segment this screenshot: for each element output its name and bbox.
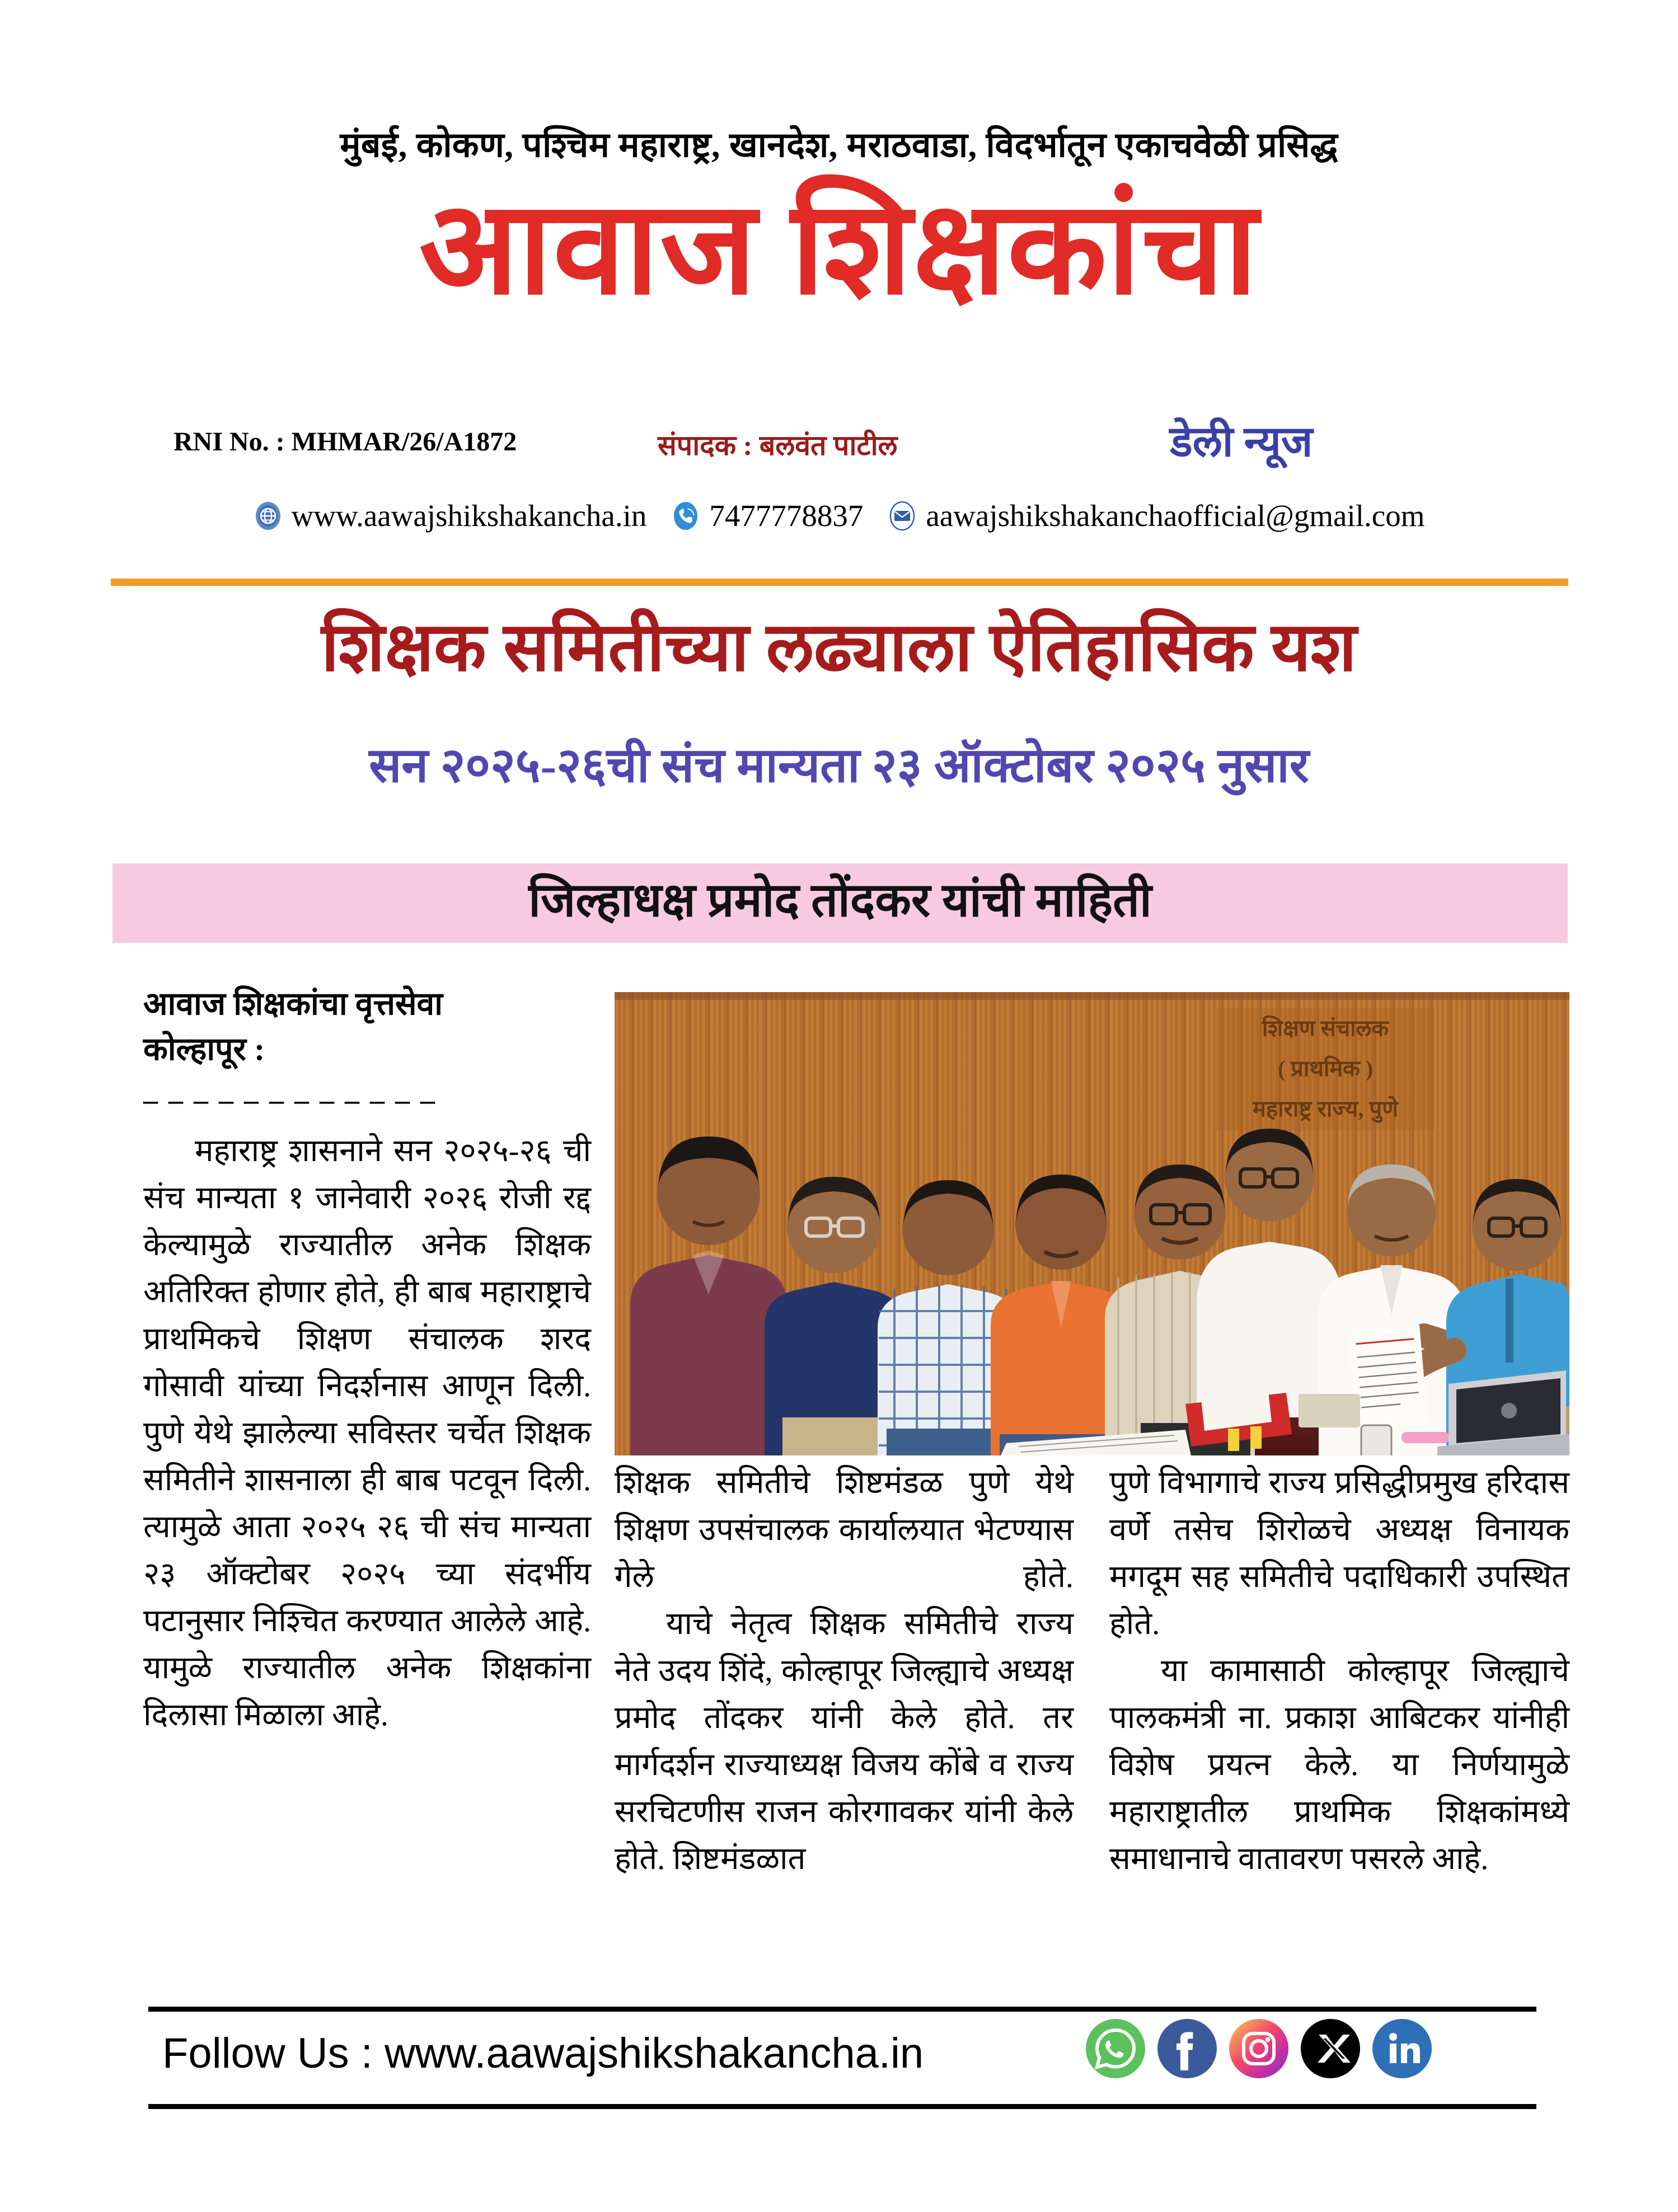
article-paragraph: याचे नेतृत्व शिक्षक समितीचे राज्य नेते उदय शिंदे, कोल्हापूर जिल्ह्याचे अध्यक्ष प्रमोद तोंदकर यांनी केले होते. तर मार्गदर्शन राज्याध्यक्ष विजय कोंबे व राज्य सरचिटणीस राजन कोरगावकर यांनी केले होते. शिष्टमंडळात: [615, 1607, 1074, 1876]
website-contact[interactable]: [254, 498, 647, 533]
byline-location: कोल्हापूर :: [143, 1031, 265, 1067]
publication-title: आवाज शिक्षकांचा: [419, 177, 1259, 321]
instagram-icon[interactable]: [1229, 2019, 1288, 2078]
social-links-row: [1086, 2019, 1432, 2078]
article-paragraph: या कामासाठी कोल्हापूर जिल्ह्याचे पालकमंत्री ना. प्रकाश आबिटकर यांनीही विशेष प्रयत्न केले. या निर्णयामुळे महाराष्ट्रातील प्राथमिक शिक्षकांमध्ये समाधानाचे वातावरण पसरले आहे.: [1109, 1654, 1569, 1876]
rni-number: RNI No. : MHMAR/26/A1872: [174, 427, 517, 457]
footer-rule-top: [148, 2007, 1536, 2012]
article-column-2: [615, 1459, 1074, 1882]
footer-rule-bottom: [148, 2104, 1536, 2109]
article-paragraph: पुणे विभागाचे राज्य प्रसिद्धीप्रमुख हरिदास वर्णे तसेच शिरोळचे अध्यक्ष विनायक मगदूम सह समितीचे पदाधिकारी उपस्थित होते.: [1109, 1466, 1569, 1641]
highlight-band: [113, 863, 1568, 943]
byline-agency: आवाज शिक्षकांचा वृत्तसेवा: [143, 987, 443, 1022]
editor-name: संपादक : बलवंत पाटील: [658, 430, 898, 461]
phone-icon: [671, 501, 700, 530]
whatsapp-icon[interactable]: [1086, 2019, 1145, 2078]
email-address: aawajshikshakanchaofficial@gmail.com: [926, 499, 1425, 533]
follow-us-text: Follow Us : www.aawajshikshakancha.in: [162, 2030, 924, 2077]
article-column-1: [143, 982, 591, 1739]
news-photo: [615, 992, 1569, 1455]
main-headline: शिक्षक समितीच्या लढ्याला ऐतिहासिक यश: [321, 610, 1357, 685]
byline-separator: – – – – – – – – – – – –: [143, 1084, 437, 1116]
svg-text:शिक्षण संचालक: शिक्षण संचालक: [1262, 1016, 1389, 1041]
byline: [143, 982, 591, 1073]
signboard: [1216, 1008, 1435, 1131]
masthead: [0, 0, 1678, 565]
article-paragraph: महाराष्ट्र शासनाने सन २०२५-२६ ची संच मान्यता १ जानेवारी २०२६ रोजी रद्द केल्यामुळे राज्यातील अनेक शिक्षक अतिरिक्त होणार होते, ही बाब महाराष्ट्राचे प्राथमिकचे शिक्षण संचालक शरद गोसावी यांच्या निदर्शनास आणून दिली. पुणे येथे झालेल्या सविस्तर चर्चेत शिक्षक समितीने शासनाला ही बाब पटवून दिली. त्यामुळे आता २०२५ २६ ची संच मान्यता २३ ऑक्टोबर २०२५ च्या संदर्भीय पटानुसार निश्चित करण्यात आलेले आहे. यामुळे राज्यातील अनेक शिक्षकांना दिलासा मिळाला आहे.: [143, 1133, 591, 1732]
website-url: www.aawajshikshakancha.in: [291, 499, 647, 533]
x-icon[interactable]: [1301, 2019, 1360, 2078]
phone-contact[interactable]: [671, 498, 863, 533]
article-paragraph: शिक्षक समितीचे शिष्टमंडळ पुणे येथे शिक्षण उपसंचालक कार्यालयात भेटण्यास गेले होते.: [615, 1466, 1074, 1594]
svg-text:महाराष्ट्र राज्य, पुणे: महाराष्ट्र राज्य, पुणे: [1252, 1096, 1399, 1121]
contact-row: [0, 498, 1678, 533]
logo-wrapper: [0, 177, 1678, 321]
linkedin-icon[interactable]: [1372, 2019, 1432, 2078]
orange-divider-rule: [111, 579, 1568, 586]
phone-number: 7477778837: [709, 499, 864, 533]
daily-news-label: डेली न्यूज: [1170, 419, 1313, 466]
facebook-icon[interactable]: [1157, 2019, 1217, 2078]
email-contact[interactable]: [888, 498, 1424, 533]
strapline: मुंबई, कोकण, पश्चिम महाराष्ट्र, खानदेश, मराठवाडा, विदर्भातून एकाचवेळी प्रसिद्ध: [340, 126, 1338, 165]
email-icon: [888, 501, 917, 530]
highlight-band-text: जिल्हाधक्ष प्रमोद तोंदकर यांची माहिती: [528, 875, 1152, 927]
svg-text:( प्राथमिक ): ( प्राथमिक ): [1277, 1056, 1374, 1081]
globe-icon: [254, 501, 283, 530]
sub-headline: सन २०२५-२६ची संच मान्यता २३ ऑक्टोबर २०२५ नुसार: [369, 739, 1309, 792]
article-column-3: [1109, 1459, 1569, 1882]
